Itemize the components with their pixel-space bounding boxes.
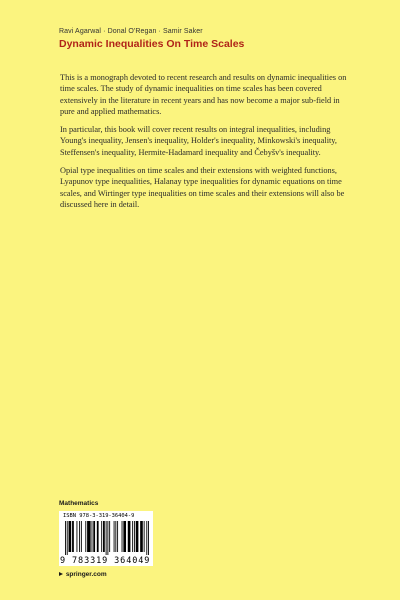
website-url: springer.com — [65, 571, 107, 578]
barcode-bar — [148, 521, 149, 555]
barcode-bar — [107, 521, 108, 555]
description-paragraph: This is a monograph devoted to recent research and results on dynamic inequalities on time scales. The study of dynamic inequalities on time scales has been covered extensively in the literature in recent years and has now become a major sub-field in pure and applied mathematics. — [60, 73, 347, 116]
barcode-bar — [106, 521, 107, 555]
barcode-bar — [115, 521, 116, 552]
book-description — [60, 72, 352, 217]
barcode-bar — [146, 521, 147, 555]
isbn-label: ISBN 978-3-319-36404-9 — [63, 513, 135, 519]
barcode-bar — [101, 521, 102, 552]
barcode-bar — [87, 521, 91, 552]
barcode-bar — [92, 521, 93, 552]
arrow-right-icon — [59, 572, 63, 576]
barcode-bar — [76, 521, 77, 552]
isbn-barcode — [59, 511, 153, 566]
description-paragraph: Opial type inequalities on time scales and their extensions with weighted functions, Lyapunov type inequalities, Halanay type inequalities for dynamic equations on time scales, and Wirtinger type inequalities on time scales and their extensions will also be discussed here in detail. — [60, 166, 345, 209]
barcode-bar — [128, 521, 131, 552]
barcode-bar — [93, 521, 95, 552]
barcode-bar — [81, 521, 82, 552]
author-names: Ravi Agarwal · Donal O'Regan · Samir Saker — [59, 28, 203, 35]
book-title: Dynamic Inequalities On Time Scales — [59, 38, 245, 50]
barcode-bar — [117, 521, 118, 552]
barcode-bars — [65, 521, 149, 555]
barcode-bar — [122, 521, 123, 552]
barcode-bar — [144, 521, 145, 552]
barcode-bar — [65, 521, 66, 555]
subject-category: Mathematics — [59, 500, 99, 507]
publisher-website[interactable] — [59, 571, 107, 578]
barcode-bar — [69, 521, 72, 552]
barcode-bar — [134, 521, 135, 552]
barcode-bar — [132, 521, 133, 552]
barcode-bar — [109, 521, 110, 552]
barcode-bar — [123, 521, 126, 552]
barcode-bar — [103, 521, 105, 552]
barcode-bar — [97, 521, 99, 552]
barcode-digits: 9 783319 364049 — [60, 556, 151, 566]
barcode-bar — [67, 521, 68, 555]
barcode-bar — [114, 521, 115, 552]
barcode-bar — [79, 521, 80, 552]
description-paragraph: In particular, this book will cover recent results on integral inequalities, including Young's inequality, Jensen's inequality, Holder's inequality, Minkowski's inequality, Steffensen's inequality, Hermite-Hadamard inequality and Čebyšv's inequality. — [60, 125, 337, 157]
barcode-bar — [140, 521, 143, 552]
barcode-bar — [136, 521, 139, 552]
barcode-bar — [85, 521, 86, 552]
barcode-bar — [72, 521, 74, 552]
